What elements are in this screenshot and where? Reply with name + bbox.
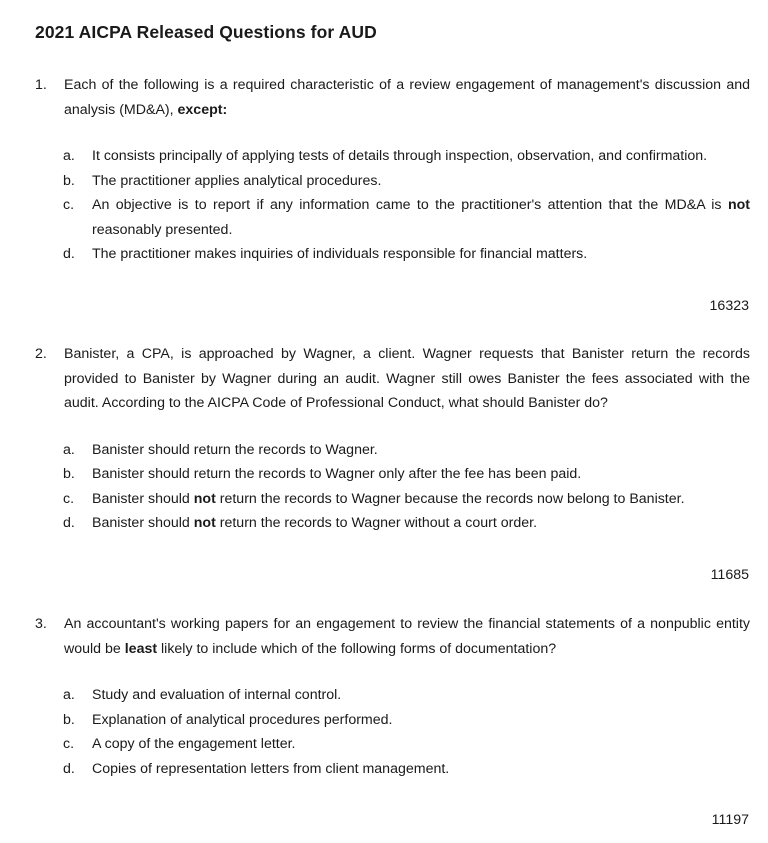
question-stem <box>35 73 750 122</box>
option-letter: d. <box>63 515 75 531</box>
option-emphasis: not <box>193 515 216 531</box>
option-text: Explanation of analytical procedures performed. <box>92 711 393 728</box>
answer-option-b[interactable] <box>63 169 750 194</box>
option-letter: d. <box>63 760 75 777</box>
option-text-end: reasonably presented. <box>92 221 233 238</box>
option-letter: b. <box>63 172 75 189</box>
option-text-end: return the records to Wagner because the records now belong to Banister. <box>215 490 685 507</box>
option-text-end: return the records to Wagner without a court order. <box>215 515 538 531</box>
answer-option-a[interactable] <box>63 438 750 463</box>
answer-options <box>35 144 750 267</box>
question-number: 1. <box>35 77 47 93</box>
option-text: A copy of the engagement letter. <box>92 736 296 752</box>
option-text: Copies of representation letters from client management. <box>92 760 450 777</box>
question-stem <box>35 342 750 416</box>
option-text: The practitioner applies analytical procedures. <box>92 172 382 189</box>
question-stem <box>35 612 750 661</box>
option-text: Banister should <box>92 515 194 531</box>
option-text: An objective is to report if any information came to the practitioner's attention that the MD&A is <box>92 197 728 213</box>
answer-option-b[interactable] <box>63 462 750 487</box>
answer-options <box>35 683 750 781</box>
answer-option-c[interactable] <box>63 487 750 512</box>
question-number: 3. <box>35 616 47 632</box>
option-letter: c. <box>63 490 75 507</box>
answer-option-c[interactable] <box>63 732 750 757</box>
stem-text: An accountant's working papers for an engagement to review the financial statements of a nonpublic entity would be <box>64 616 750 657</box>
answer-option-a[interactable] <box>63 683 750 708</box>
option-text: Banister should <box>92 490 194 507</box>
answer-options <box>35 438 750 536</box>
question-id: 11197 <box>711 812 749 828</box>
stem-emphasis: least <box>124 640 158 657</box>
answer-option-d[interactable] <box>63 511 750 536</box>
option-letter: c. <box>63 197 75 213</box>
answer-option-d[interactable] <box>63 757 750 782</box>
option-text: Banister should return the records to Wagner. <box>92 441 378 458</box>
question-number: 2. <box>35 346 47 362</box>
answer-option-c[interactable] <box>63 193 750 242</box>
option-letter: b. <box>63 466 75 482</box>
question-id: 11685 <box>710 566 749 583</box>
option-letter: a. <box>63 148 75 164</box>
option-text: The practitioner makes inquiries of individuals responsible for financial matters. <box>92 246 588 262</box>
question-1 <box>35 73 750 314</box>
stem-emphasis: except: <box>177 101 228 118</box>
option-text: It consists principally of applying tests of details through inspection, observation, and confirmation. <box>92 148 708 164</box>
stem-text-end: likely to include which of the following forms of documentation? <box>157 640 557 657</box>
answer-option-a[interactable] <box>63 144 750 169</box>
option-text: Study and evaluation of internal control. <box>92 687 342 703</box>
stem-text: Banister, a CPA, is approached by Wagner, a client. Wagner requests that Banister return the records provided to Banister by Wagner during an audit. Wagner still owes Banister the fees associated with the audit. According to the AICPA Code of Professional Conduct, what should Banister do? <box>64 346 750 411</box>
question-id: 16323 <box>709 297 749 314</box>
document-title: 2021 AICPA Released Questions for AUD <box>35 22 377 42</box>
option-text: Banister should return the records to Wagner only after the fee has been paid. <box>92 466 582 482</box>
answer-option-d[interactable] <box>63 242 750 267</box>
option-letter: d. <box>63 246 75 262</box>
question-3 <box>35 612 750 828</box>
stem-text: Each of the following is a required characteristic of a review engagement of management's discussion and analysis (MD&A), <box>64 77 750 118</box>
option-emphasis: not <box>193 490 216 507</box>
option-letter: a. <box>63 687 75 703</box>
question-2 <box>35 342 750 583</box>
option-letter: c. <box>63 736 75 752</box>
option-emphasis: not <box>727 197 750 213</box>
answer-option-b[interactable] <box>63 708 750 733</box>
option-letter: b. <box>63 711 75 728</box>
option-letter: a. <box>63 441 75 458</box>
